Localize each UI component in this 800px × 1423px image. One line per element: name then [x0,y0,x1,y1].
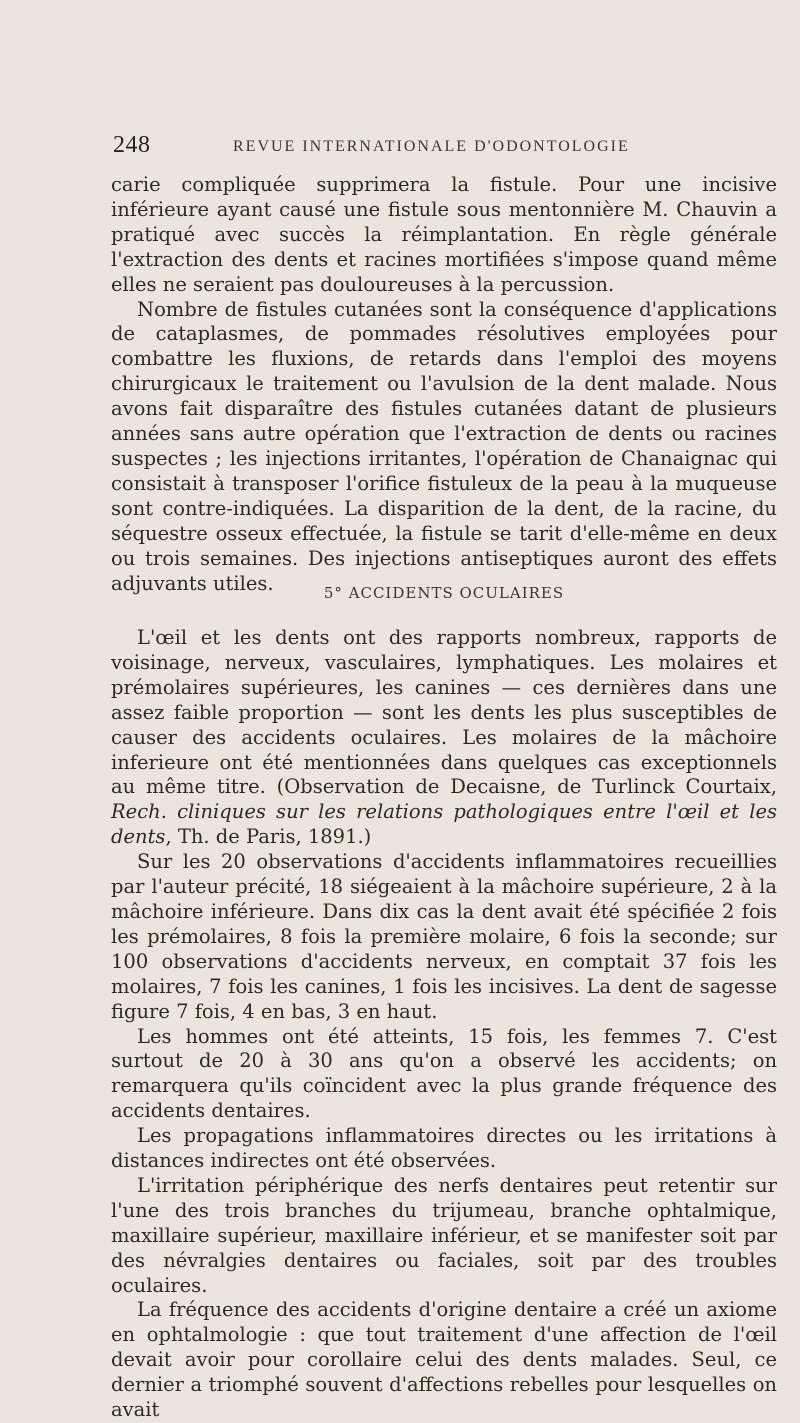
paragraph: Sur les 20 observations d'accidents inflammatoires recueillies par l'auteur précité, 18 siégeaient à la mâchoire supérieure, 2 à la mâchoire inférieure. Dans dix cas la dent avait été spécifiée 2 fois les prémolaires, 8 fois la première molaire, 6 fois la seconde; sur 100 observations d'accidents nerveux, en comptait 37 fois les molaires, 7 fois les canines, 1 fois les incisives. La dent de sagesse figure 7 fois, 4 en bas, 3 en haut. [111,850,777,1023]
section-heading: 5° ACCIDENTS OCULAIRES [323,584,565,602]
paragraph-text: , Th. de Paris, 1891.) [165,825,372,849]
paragraph: Nombre de fistules cutanées sont la conséquence d'applications de cataplasmes, de pommades résolutives employées pour combattre les fluxions, de retards dans l'emploi des moyens chirurgicaux le traitement ou l'avulsion de la dent malade. Nous avons fait disparaître des fistules cutanées datant de plusieurs années sans autre opération que l'extraction de dents ou racines suspectes ; les injections irritantes, l'opération de Chanaignac qui consistait à transposer l'orifice fistuleux de la peau à la muqueuse sont contre-indiquées. La disparition de la dent, de la racine, du séquestre osseux effectuée, la fistule se tarit d'elle-même en deux ou trois semaines. Des injections antiseptiques auront des effets adjuvants utiles. [111,297,777,595]
section-fistules-text [111,173,777,596]
section-accidents-oculaires-text [111,626,777,1423]
page-number: 248 [113,132,151,158]
page-header [113,132,763,162]
paragraph-text: L'œil et les dents ont des rapports nombreux, rapports de voisinage, nerveux, vasculaires, lymphatiques. Les molaires et prémolaires supérieures, les canines — ces dernières dans une assez faible proportion — sont les dents les plus susceptibles de causer des accidents oculaires. Les molaires de la mâchoire inferieure ont été mentionnées dans quelques cas exceptionnels au même titre. (Observation de Decaisne, de Turlinck Courtaix, [111,626,777,799]
citation-title: Rech. cliniques sur les relations pathologiques entre l'œil et les dents [111,800,777,849]
running-title: REVUE INTERNATIONALE D'ODONTOLOGIE [233,138,630,155]
paragraph: La fréquence des accidents d'origine dentaire a créé un axiome en ophtalmologie : que tout traitement d'une affection de l'œil devait avoir pour corollaire celui des dents malades. Seul, ce dernier a triomphé souvent d'affections rebelles pour lesquelles on avait [111,1298,777,1422]
paragraph: L'irritation périphérique des nerfs dentaires peut retentir sur l'une des trois branches du trijumeau, branche ophtalmique, maxillaire supérieur, maxillaire inférieur, et se manifester soit par des névralgies dentaires ou faciales, soit par des troubles oculaires. [111,1173,777,1297]
paragraph: carie compliquée supprimera la fistule. Pour une incisive inférieure ayant causé une fistule sous mentonnière M. Chauvin a pratiqué avec succès la réimplantation. En règle générale l'extraction des dents et racines mortifiées s'impose quand même elles ne seraient pas douloureuses à la percussion. [111,173,777,296]
paragraph [111,626,777,850]
paragraph: Les hommes ont été atteints, 15 fois, les femmes 7. C'est surtout de 20 à 30 ans qu'on a observé les accidents; on remarquera qu'ils coïncident avec la plus grande fréquence des accidents dentaires. [111,1024,777,1123]
paragraph: Les propagations inflammatoires directes ou les irritations à distances indirectes ont été observées. [111,1124,777,1173]
